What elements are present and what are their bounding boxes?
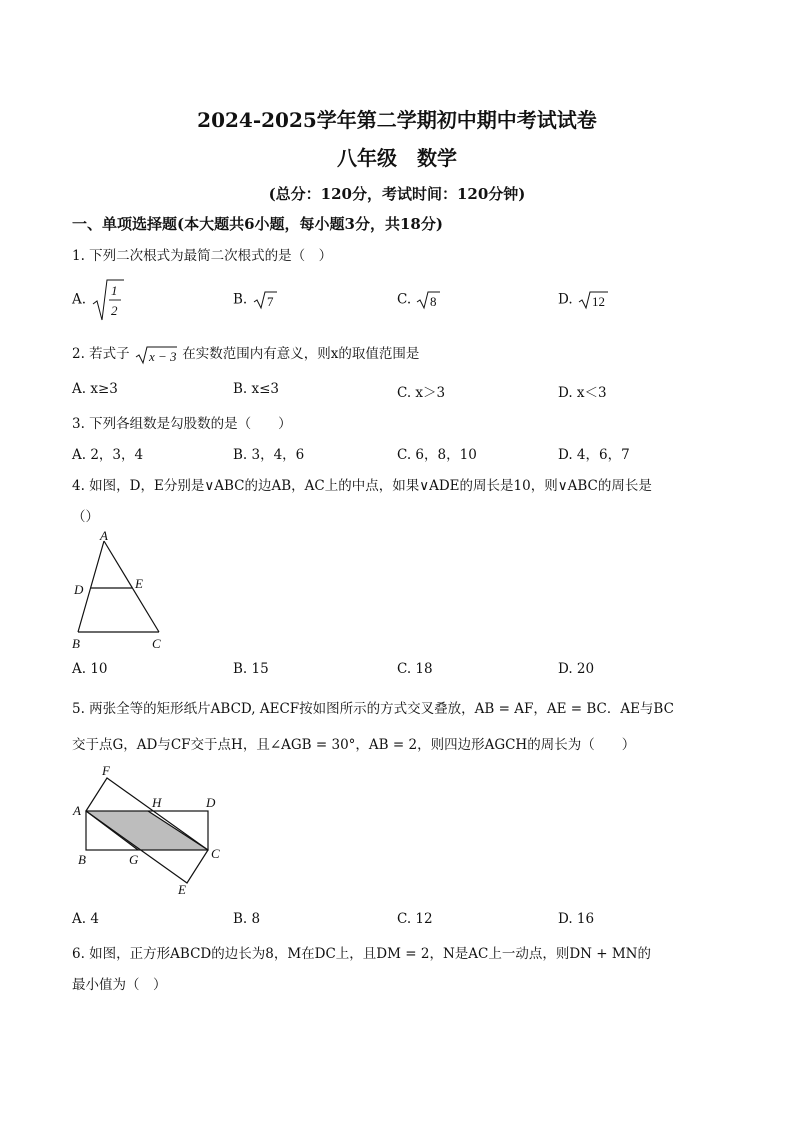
q1-option-a [72,277,126,323]
q1-option-c-radical [415,290,441,310]
q5-label-e: E [178,882,186,897]
q4-label-e: E [135,576,143,591]
q5-option-b: B. 8 [233,911,261,927]
q2-option-b: B. x≤3 [233,381,280,397]
q2-radicand: x − 3 [148,348,177,364]
exam-subtitle: 八年级 数学 [337,146,457,170]
q5-shaded-agch [86,811,208,850]
q1-a-denominator: 2 [111,303,118,318]
q1-option-a-radical [90,277,126,323]
q1-d-radicand: 12 [591,294,605,309]
q5-option-a: A. 4 [72,911,99,927]
q3-stem: 3. 下列各组数是勾股数的是（ ） [72,416,292,432]
q1-option-d [558,290,609,310]
q1-option-d-label: D. [558,291,573,308]
q4-edge-ac [104,541,159,632]
q3-option-a: A. 2，3，4 [72,447,144,463]
q1-stem: 1. 下列二次根式为最简二次根式的是（ ） [72,248,333,264]
q5-label-b: B [78,852,86,867]
q2-radical [134,345,178,365]
q4-option-d: D. 20 [558,661,595,677]
q5-label-f: F [102,763,110,778]
q1-b-radicand: 7 [266,294,274,309]
q6-stem-line1: 6. 如图，正方形ABCD的边长为8，M在DC上，且DM = 2，N是AC上一动点，则DN + MN的 [72,946,651,962]
q1-option-c-label: C. [397,291,412,308]
q3-option-c: C. 6，8，10 [397,447,477,463]
q2-option-c: C. x＞3 [397,385,446,401]
q5-option-c: C. 12 [397,911,433,927]
q1-a-numerator: 1 [111,283,118,298]
q1-option-a-label: A. [72,291,87,308]
q5-rectangles-figure [68,760,238,900]
exam-info: (总分：120分，考试时间：120分钟) [268,185,526,203]
q3-option-d: D. 4，6，7 [558,447,630,463]
q4-stem-line1: 4. 如图，D，E分别是∨ABC的边AB，AC上的中点，如果∨ADE的周长是10，则∨ABC的周长是 [72,478,652,494]
q1-option-b-label: B. [233,291,248,308]
q2-option-d: D. x＜3 [558,385,607,401]
q5-stem-line1: 5. 两张全等的矩形纸片ABCD, AECF按如图所示的方式交叉叠放，AB = AF，AE = BC．AE与BC [72,701,674,717]
q5-label-c: C [211,846,220,861]
q1-option-b [233,290,278,310]
q1-option-b-radical [252,290,278,310]
q6-stem-line2: 最小值为（ ） [72,977,167,993]
q4-option-a: A. 10 [72,661,108,677]
section-heading: 一、单项选择题(本大题共6小题，每小题3分，共18分) [72,215,443,233]
q5-label-h: H [152,795,162,810]
q2-stem-post: 在实数范围内有意义，则x的取值范围是 [182,346,420,362]
q2-option-a: A. x≥3 [72,381,118,397]
q2-stem [72,342,419,365]
q1-option-d-radical [577,290,609,310]
q2-stem-pre: 2. 若式子 [72,346,130,362]
exam-title: 2024-2025学年第二学期初中期中考试试卷 [197,108,597,132]
q5-label-a: A [73,803,81,818]
q5-option-d: D. 16 [558,911,595,927]
q5-stem-line2: 交于点G，AD与CF交于点H，且∠AGB = 30°，AB = 2，则四边形AGCH的周长为（ ） [72,737,636,753]
q4-stem-line2: （） [72,509,99,525]
q3-option-b: B. 3，4，6 [233,447,305,463]
q4-label-b: B [72,636,80,651]
q4-option-c: C. 18 [397,661,433,677]
q5-label-d: D [206,795,216,810]
q4-label-c: C [152,636,161,651]
q5-label-g: G [129,852,139,867]
q4-label-a: A [100,528,108,543]
q4-label-d: D [74,582,84,597]
q4-triangle-figure [68,528,178,654]
q1-c-radicand: 8 [430,294,437,309]
q1-option-c [397,290,441,310]
q4-option-b: B. 15 [233,661,269,677]
